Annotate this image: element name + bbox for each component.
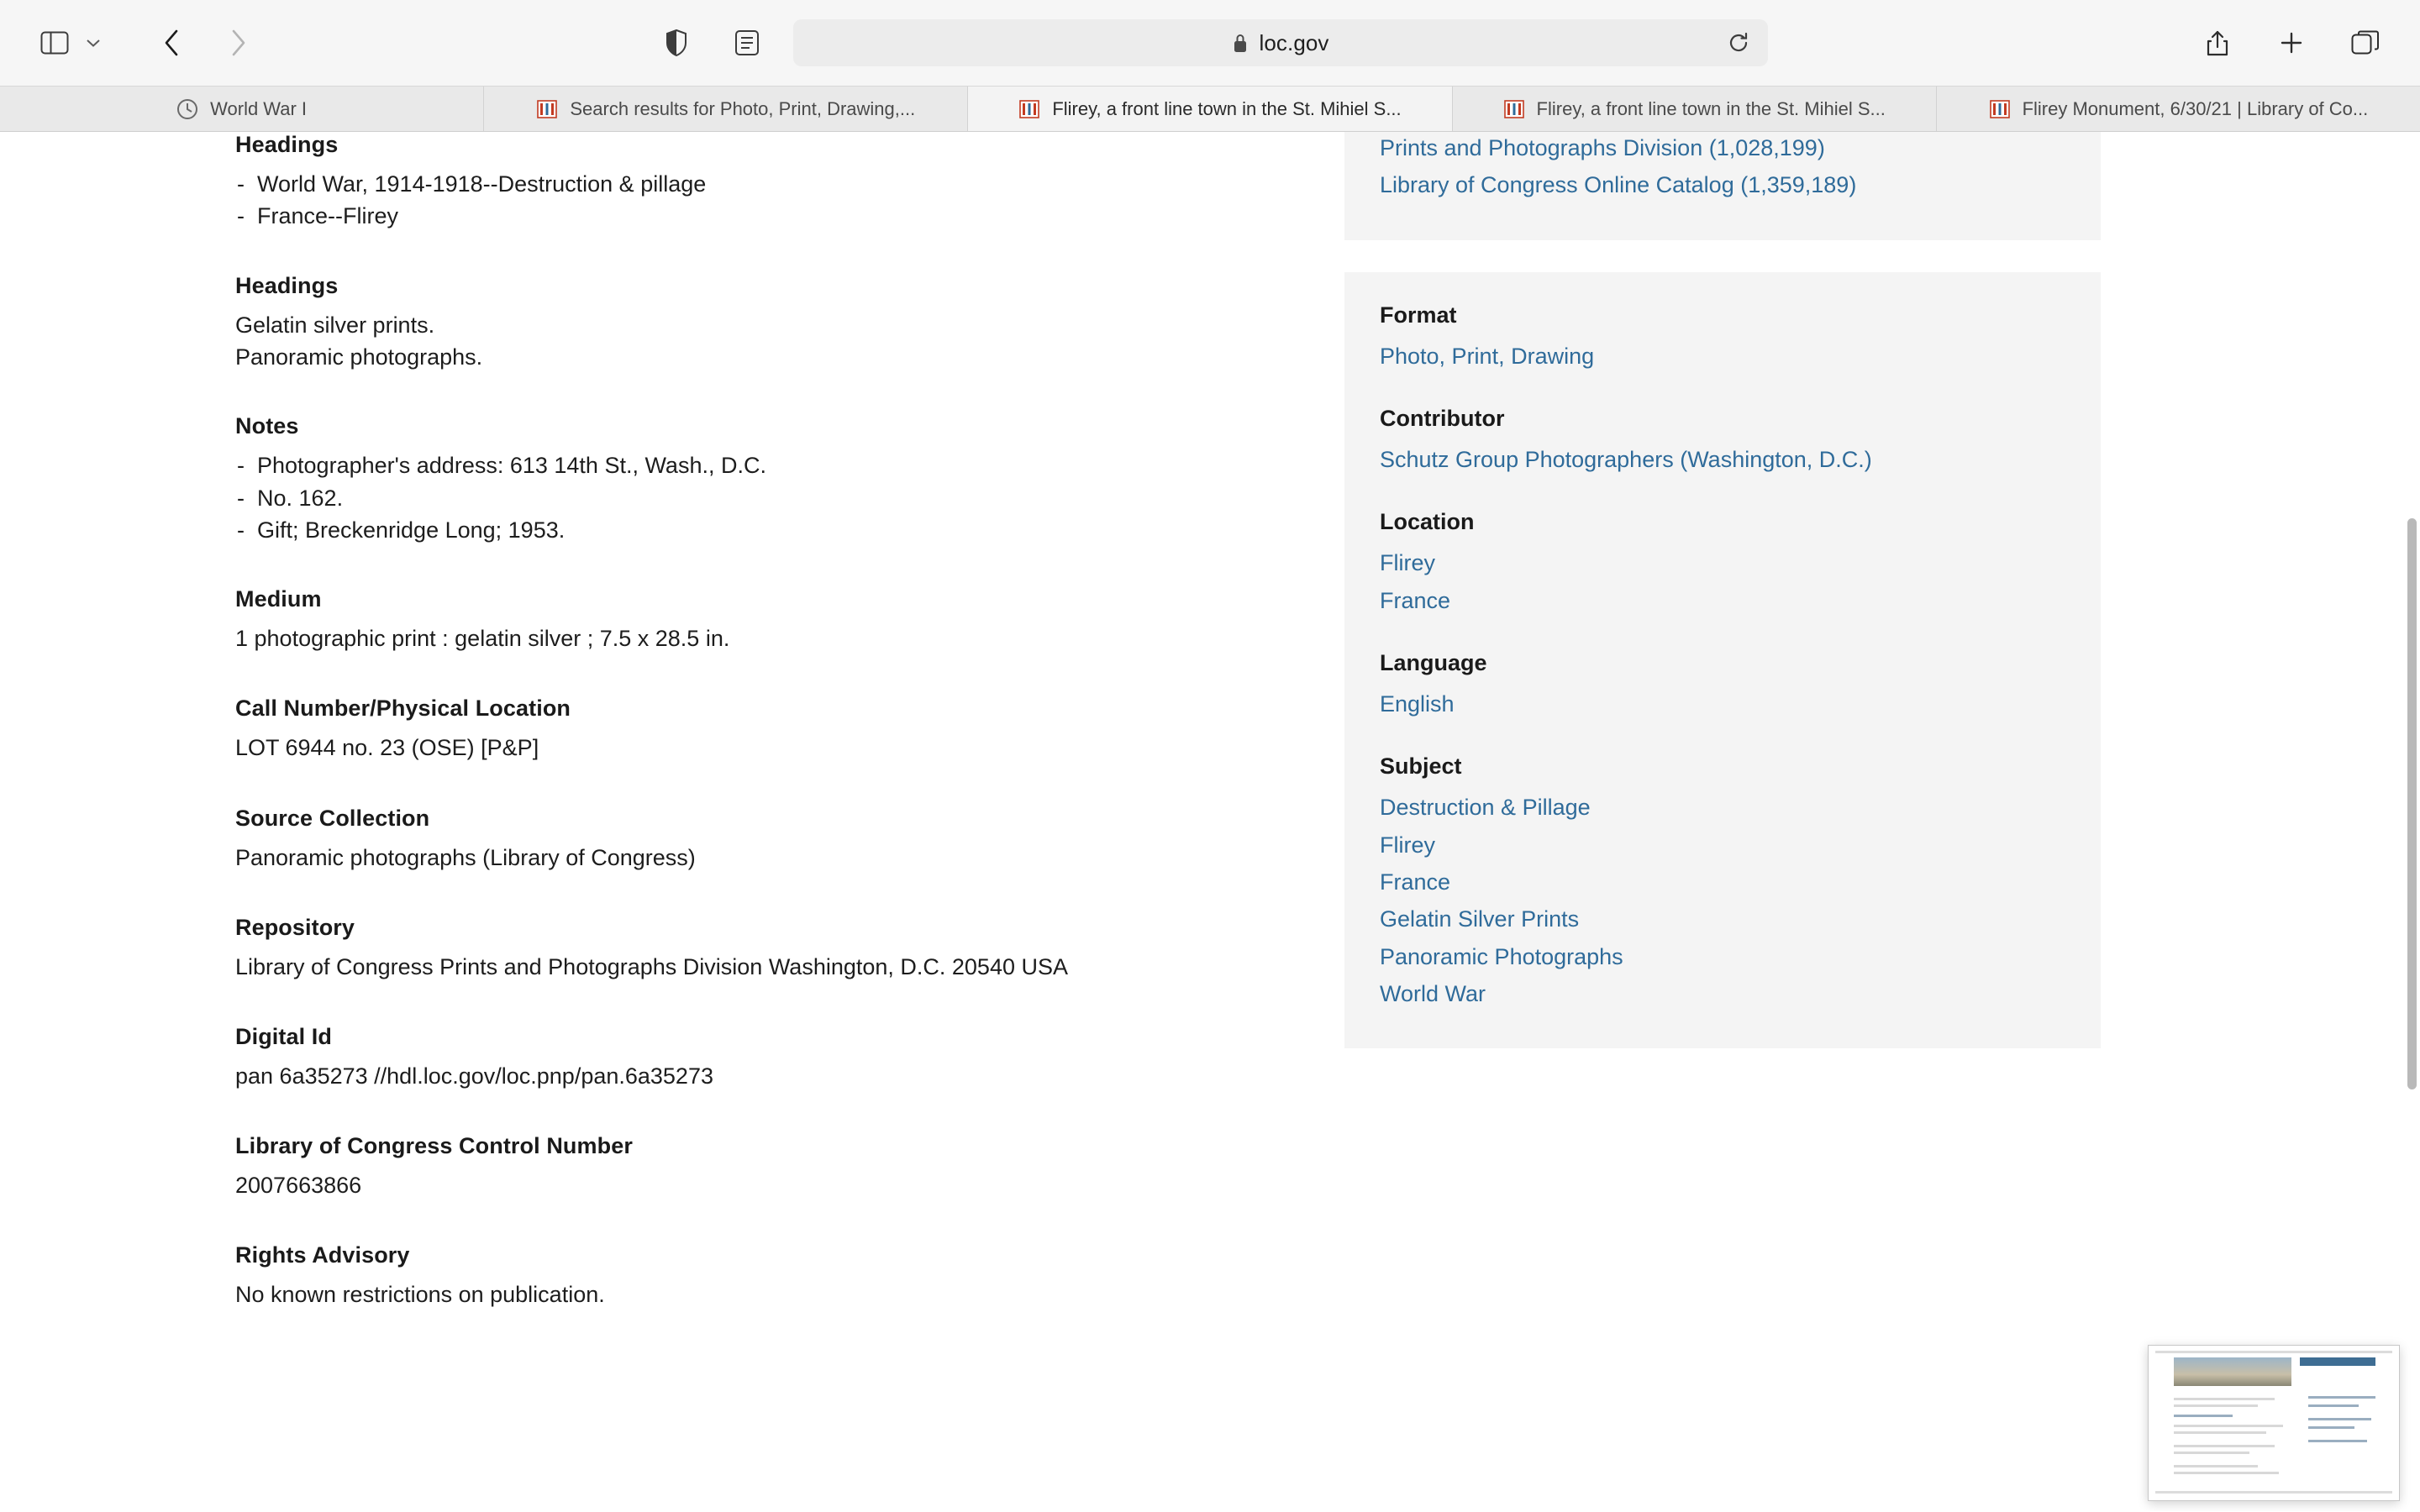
preview-text-line xyxy=(2174,1404,2258,1407)
facet-link-subject-flirey[interactable]: Flirey xyxy=(1380,832,1435,858)
field-label: Medium xyxy=(235,586,322,612)
field-label: Digital Id xyxy=(235,1023,332,1049)
preview-blue-block xyxy=(2300,1357,2375,1366)
list-item: Panoramic photographs. xyxy=(235,344,483,370)
field-value-list xyxy=(235,309,1344,374)
tab-title: Flirey, a front line town in the St. Mihiel S... xyxy=(1052,97,1402,119)
facet-link-subject-destruction-pillage[interactable]: Destruction & Pillage xyxy=(1380,795,1591,821)
list-item: - Gift; Breckenridge Long; 1953. xyxy=(235,514,1344,546)
facet-group-format xyxy=(1380,302,2065,372)
tab-title: Flirey, a front line town in the St. Mihiel S... xyxy=(1536,97,1886,119)
browser-toolbar xyxy=(0,0,2420,87)
tab-title: World War I xyxy=(210,97,308,119)
tab-overview-icon[interactable] xyxy=(2341,18,2390,67)
facet-label: Language xyxy=(1380,649,1487,675)
preview-header-band xyxy=(2155,1351,2392,1353)
preview-text-line xyxy=(2308,1440,2367,1442)
list-item: Gelatin silver prints. xyxy=(235,312,435,338)
collection-link-online-catalog[interactable]: Library of Congress Online Catalog (1,359,189) xyxy=(1380,172,1857,198)
show-sidebar-icon[interactable] xyxy=(30,18,79,67)
preview-text-line xyxy=(2174,1465,2258,1467)
preview-text-line xyxy=(2174,1445,2275,1447)
facet-group-contributor xyxy=(1380,406,2065,475)
preview-footer-band xyxy=(2155,1491,2392,1494)
preview-panorama-image xyxy=(2174,1357,2291,1386)
facet-link-location-flirey[interactable]: Flirey xyxy=(1380,550,1435,576)
field-value: 2007663866 xyxy=(235,1173,362,1198)
browser-tab[interactable] xyxy=(1453,87,1937,131)
tab-title: Flirey Monument, 6/30/21 | Library of Co... xyxy=(2022,97,2369,119)
browser-tab[interactable] xyxy=(0,87,484,131)
page-scrollbar-thumb[interactable] xyxy=(2407,518,2417,1089)
loc-icon xyxy=(1503,98,1525,120)
preview-text-line xyxy=(2308,1396,2375,1399)
preview-text-line xyxy=(2174,1398,2275,1400)
lock-icon xyxy=(1232,32,1249,54)
field-value: 1 photographic print : gelatin silver ; 7.5 x 28.5 in. xyxy=(235,626,730,652)
share-icon[interactable] xyxy=(2193,18,2242,67)
back-button-icon[interactable] xyxy=(148,18,197,67)
new-tab-icon[interactable] xyxy=(2267,18,2316,67)
list-item: - France--Flirey xyxy=(235,200,1344,232)
facet-group-subject xyxy=(1380,753,2065,1010)
sidebar-facets xyxy=(1344,132,2101,1080)
facet-group-language xyxy=(1380,650,2065,720)
facet-label: Format xyxy=(1380,302,1457,328)
loc-icon xyxy=(1989,98,2011,120)
field-label: Headings xyxy=(235,132,339,157)
field-lccn xyxy=(235,1133,1344,1202)
facet-link-format-photo-print-drawing[interactable]: Photo, Print, Drawing xyxy=(1380,343,1595,369)
facets-box xyxy=(1344,272,2101,1049)
page-preview-content xyxy=(2149,1346,2399,1500)
facet-link-contributor-schutz-group[interactable]: Schutz Group Photographers (Washington, D.C.) xyxy=(1380,446,1872,472)
field-label: Repository xyxy=(235,914,355,940)
field-label: Source Collection xyxy=(235,805,430,831)
preview-text-line xyxy=(2308,1404,2359,1407)
field-value: LOT 6944 no. 23 (OSE) [P&P] xyxy=(235,735,539,761)
loc-icon xyxy=(536,98,558,120)
field-call-number xyxy=(235,696,1344,764)
reader-view-icon[interactable] xyxy=(723,18,771,67)
preview-text-line xyxy=(2308,1426,2354,1429)
preview-text-line xyxy=(2174,1452,2249,1454)
field-label: Call Number/Physical Location xyxy=(235,696,571,722)
facet-label: Location xyxy=(1380,509,1475,535)
toolbar-right-group xyxy=(2193,18,2390,67)
field-value: Panoramic photographs (Library of Congress) xyxy=(235,844,696,870)
address-bar[interactable] xyxy=(793,19,1768,66)
metadata-panel xyxy=(0,132,1344,1352)
field-label: Headings xyxy=(235,272,339,298)
field-rights-advisory xyxy=(235,1242,1344,1311)
field-notes xyxy=(235,413,1344,546)
toolbar-center-group xyxy=(0,18,2420,67)
field-value-list xyxy=(235,168,1344,233)
field-repository xyxy=(235,915,1344,984)
loc-icon xyxy=(1018,98,1040,120)
privacy-shield-icon[interactable] xyxy=(652,18,701,67)
browser-tab-active[interactable] xyxy=(968,87,1452,131)
loc-item-detail-page xyxy=(0,132,2420,1352)
field-headings-genre xyxy=(235,273,1344,374)
collection-link-prints-photographs[interactable]: Prints and Photographs Division (1,028,199) xyxy=(1380,135,1825,160)
preview-text-line xyxy=(2308,1418,2371,1420)
preview-text-line xyxy=(2174,1415,2233,1417)
field-label: Library of Congress Control Number xyxy=(235,1133,633,1158)
url-text: loc.gov xyxy=(1259,29,1329,55)
navigation-buttons xyxy=(148,18,262,67)
list-item: - No. 162. xyxy=(235,482,1344,514)
sidebar-chevron-down-icon[interactable] xyxy=(81,18,106,67)
facet-link-location-france[interactable]: France xyxy=(1380,587,1451,613)
field-digital-id xyxy=(235,1024,1344,1093)
sidebar-toggle-group xyxy=(30,18,106,67)
preview-text-line xyxy=(2174,1472,2279,1474)
preview-text-line xyxy=(2174,1431,2266,1434)
field-value-list xyxy=(235,449,1344,546)
tab-title: Search results for Photo, Print, Drawing,... xyxy=(570,97,916,119)
facet-link-subject-france[interactable]: France xyxy=(1380,869,1451,895)
page-preview-thumbnail[interactable] xyxy=(2148,1345,2400,1501)
facet-link-language-english[interactable]: English xyxy=(1380,690,1455,717)
field-value: Library of Congress Prints and Photographs Division Washington, D.C. 20540 USA xyxy=(235,953,1068,979)
preview-text-line xyxy=(2174,1425,2283,1427)
browser-tab[interactable] xyxy=(484,87,968,131)
field-label: Notes xyxy=(235,413,299,439)
forward-button-icon[interactable] xyxy=(213,18,262,67)
page-viewport xyxy=(0,132,2420,1511)
facet-label: Contributor xyxy=(1380,405,1505,431)
list-item: - World War, 1914-1918--Destruction & pillage xyxy=(235,168,1344,200)
facet-link-subject-world-war[interactable]: World War xyxy=(1380,980,1486,1006)
facet-label: Subject xyxy=(1380,753,1462,780)
facet-link-subject-panoramic-photographs[interactable]: Panoramic Photographs xyxy=(1380,943,1623,969)
field-medium xyxy=(235,586,1344,655)
page-scrollbar-track[interactable] xyxy=(2405,132,2420,1511)
reload-icon[interactable] xyxy=(1721,25,1756,60)
list-item: - Photographer's address: 613 14th St., Wash., D.C. xyxy=(235,449,1344,481)
tab-bar xyxy=(0,87,2420,132)
clock-icon xyxy=(176,98,198,120)
field-source-collection xyxy=(235,806,1344,874)
field-label: Rights Advisory xyxy=(235,1242,410,1268)
collections-box xyxy=(1344,132,2101,240)
facet-group-location xyxy=(1380,509,2065,617)
field-value: pan 6a35273 //hdl.loc.gov/loc.pnp/pan.6a35273 xyxy=(235,1063,713,1089)
field-headings-subject xyxy=(235,132,1344,233)
browser-tab[interactable] xyxy=(1937,87,2420,131)
field-value: No known restrictions on publication. xyxy=(235,1282,605,1308)
toolbar-left-group xyxy=(30,18,262,67)
facet-link-subject-gelatin-silver-prints[interactable]: Gelatin Silver Prints xyxy=(1380,906,1580,932)
